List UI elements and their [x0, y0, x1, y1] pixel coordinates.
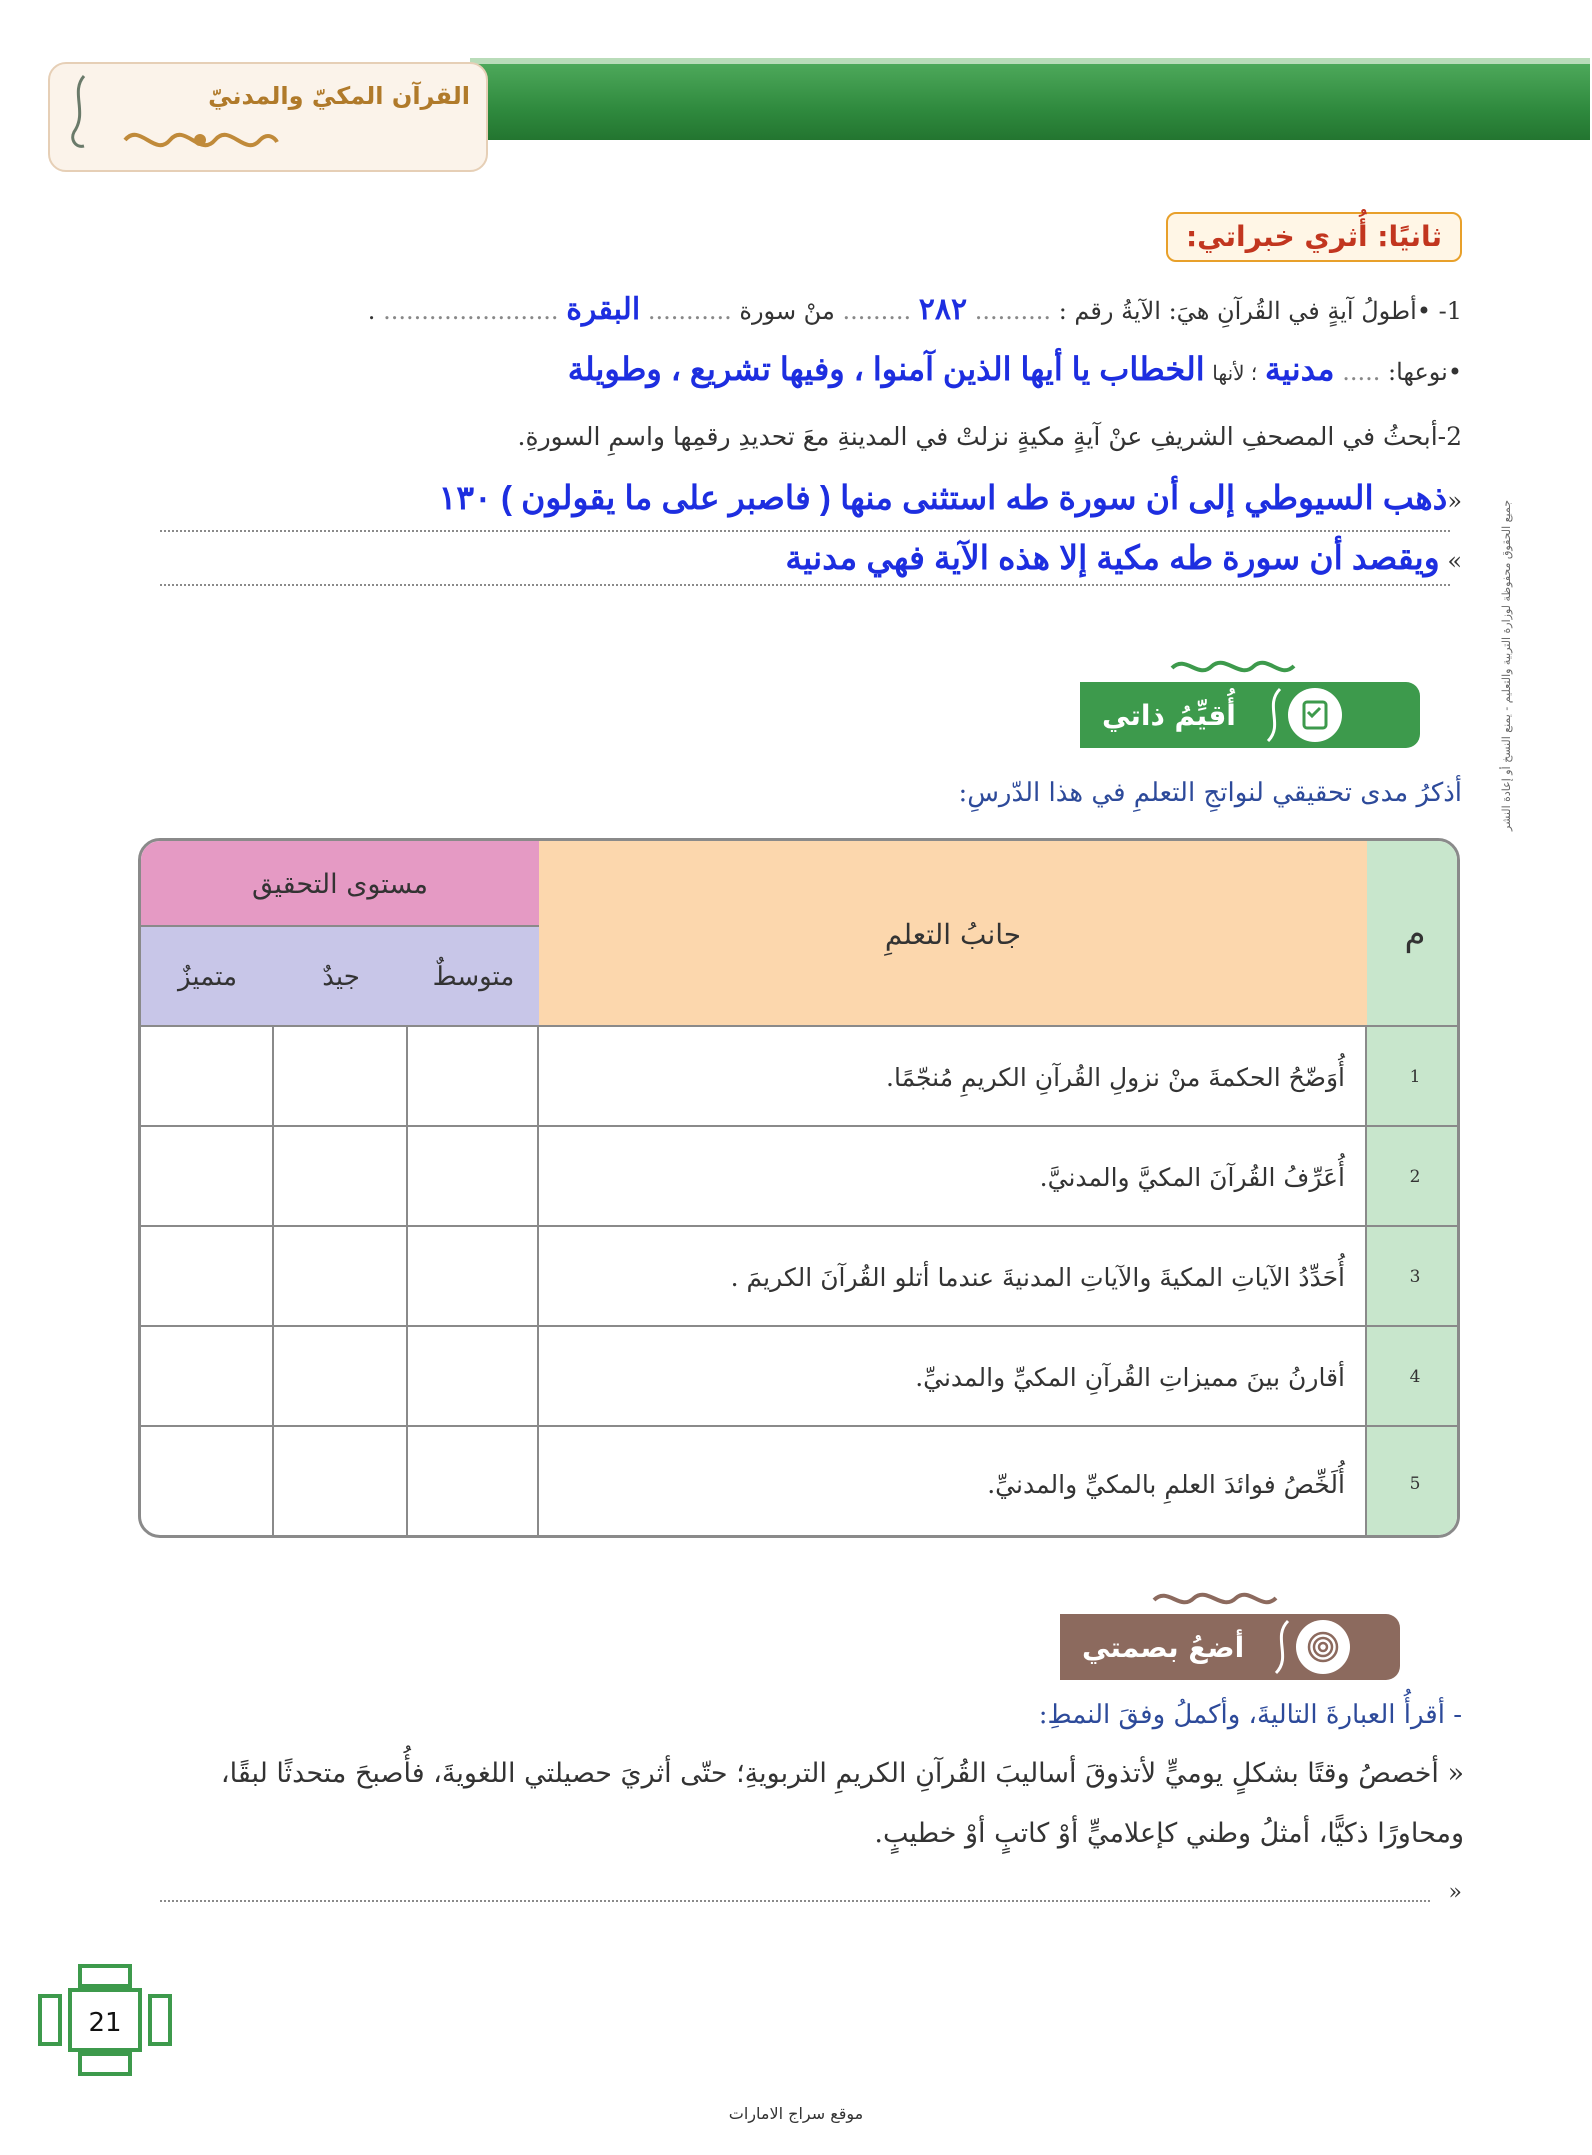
answer-2-text-2: ويقصد أن سورة طه مكية إلا هذه الآية فهي مدنية	[785, 539, 1440, 576]
fingerprint-icon	[1296, 1620, 1350, 1674]
section-heading: ثانيًا: أُثري خبراتي:	[1166, 212, 1462, 262]
assessment-table	[138, 838, 1460, 1538]
q1b-reason: الخطاب يا أيها الذين آمنوا ، وفيها تشريع ، وطويلة	[567, 351, 1205, 387]
level-excellent-cell[interactable]	[139, 1025, 274, 1127]
imprint-instruction: - أقرأُ العبارةَ التاليةَ، وأكملُ وفقَ النمطِ:	[1038, 1700, 1462, 1730]
level-average-cell[interactable]	[406, 1325, 539, 1427]
quote-close: »	[1447, 547, 1462, 575]
imprint-open-quote: «	[1448, 1880, 1462, 1905]
level-average-header: متوسطٌ	[406, 925, 539, 1027]
q1-ayah-number: ٢٨٢	[918, 293, 968, 326]
level-average-cell[interactable]	[406, 1225, 539, 1327]
row-number: 2	[1365, 1125, 1460, 1227]
ornament-icon	[1150, 1582, 1280, 1612]
imprint-badge-label: أضعُ بصمتي	[1082, 1630, 1245, 1664]
q1-surah: البقرة	[566, 293, 641, 326]
self-assessment-instruction: أذكرُ مدى تحقيقي لنواتجِ التعلمِ في هذا الدّرسِ:	[958, 778, 1462, 808]
level-average-cell[interactable]	[406, 1125, 539, 1227]
col-number-header: م	[1365, 839, 1460, 1027]
row-aspect: أُوَضّحُ الحكمةَ منْ نزولِ القُرآنِ الكريمِ مُنجّمًا.	[537, 1025, 1367, 1127]
quote-open: «	[1447, 487, 1462, 515]
page-number: 21	[88, 2008, 122, 2038]
level-good-header: جيدٌ	[272, 925, 408, 1027]
dotted-rule	[160, 530, 1450, 532]
level-good-cell[interactable]	[272, 1025, 408, 1127]
level-excellent-cell[interactable]	[139, 1325, 274, 1427]
dotted-blank: .........	[842, 297, 912, 325]
dotted-blank: ...........	[647, 297, 732, 325]
row-aspect: أُعَرِّفُ القُرآنَ المكيَّ والمدنيَّ.	[537, 1125, 1367, 1227]
dotted-blank: .......................	[383, 297, 559, 325]
divider-curve-icon	[1266, 1617, 1296, 1677]
answer-2-text-1: ذهب السيوطي إلى أن سورة طه استثنى منها ( فاصبر على ما يقولون ) ١٣٠	[438, 479, 1448, 516]
divider-curve-icon	[1258, 685, 1288, 745]
question-1b-line	[568, 350, 1462, 388]
question-2-line: 2-أبحثُ في المصحفِ الشريفِ عنْ آيةٍ مكيةٍ نزلتْ في المدينةِ معَ تحديدِ رقمِها واسمِ السورةِ.	[517, 422, 1462, 451]
level-excellent-header: متميزٌ	[139, 925, 274, 1027]
col-aspect-header: جانبُ التعلمِ	[537, 839, 1367, 1027]
footer-site-name: موقع سراج الامارات	[728, 2104, 864, 2123]
q1b-prefix: •نوعها:	[1387, 358, 1462, 386]
level-good-cell[interactable]	[272, 1125, 408, 1227]
level-excellent-cell[interactable]	[139, 1125, 274, 1227]
dotted-blank: .....	[1342, 358, 1381, 386]
q1-end: .	[367, 297, 376, 325]
q1b-type: مدنية	[1264, 351, 1335, 387]
row-number: 1	[1365, 1025, 1460, 1127]
answer-2-line-2	[785, 538, 1462, 577]
q1-prefix: 1- •أطولُ آيةٍ في القُرآنِ هيَ: الآيةُ رقم :	[1058, 297, 1462, 325]
dotted-rule	[160, 584, 1450, 586]
row-aspect: أقارنُ بينَ مميزاتِ القُرآنِ المكيِّ والمدنيِّ.	[537, 1325, 1367, 1427]
ornament-icon	[1168, 650, 1298, 680]
imprint-paragraph: « أخصصُ وقتًا بشكلٍ يوميٍّ لأتذوقَ أساليبَ القُرآنِ الكريمِ التربويةِ؛ حتّى أثريَ حصيلتي اللغويةَ، فأُصبحَ متحدثًا لبقًا، ومحاورًا ذكيًّا، أمثلُ وطني كإعلاميٍّ أوْ كاتبٍ أوْ خطيبٍ.	[220, 1758, 1464, 1849]
checklist-icon	[1288, 688, 1342, 742]
row-aspect: أُلَخِّصُ فوائدَ العلمِ بالمكيِّ والمدنيِّ.	[537, 1425, 1367, 1538]
imprint-answer-rule[interactable]	[160, 1900, 1430, 1902]
row-number: 4	[1365, 1325, 1460, 1427]
level-excellent-cell[interactable]	[139, 1225, 274, 1327]
question-1-line	[368, 292, 1462, 327]
header-band	[470, 58, 1590, 140]
level-good-cell[interactable]	[272, 1225, 408, 1327]
row-aspect: أُحَدِّدُ الآياتِ المكيةَ والآياتِ المدنيةَ عندما أتلو القُرآنَ الكريمَ .	[537, 1225, 1367, 1327]
self-assessment-badge	[1080, 682, 1420, 748]
dotted-blank: ..........	[974, 297, 1052, 325]
level-good-cell[interactable]	[272, 1325, 408, 1427]
answer-2-line-1	[439, 478, 1462, 517]
level-average-cell[interactable]	[406, 1425, 539, 1538]
imprint-badge	[1060, 1614, 1400, 1680]
side-rights-note: جميع الحقوق محفوظة لوزارة التربية والتعليم - يمنع النسخ أو إعادة النشر	[1500, 500, 1513, 831]
level-good-cell[interactable]	[272, 1425, 408, 1538]
flourish-icon	[62, 72, 92, 152]
lesson-title: القرآن المكيّ والمدنيّ	[208, 82, 470, 110]
col-level-header: مستوى التحقيق	[139, 839, 539, 927]
row-number: 3	[1365, 1225, 1460, 1327]
ornament-icon	[120, 120, 280, 160]
row-number: 5	[1365, 1425, 1460, 1538]
q1-mid: منْ سورة	[739, 297, 835, 325]
self-assessment-badge-label: أُقيِّمُ ذاتي	[1102, 698, 1236, 732]
level-excellent-cell[interactable]	[139, 1425, 274, 1538]
level-average-cell[interactable]	[406, 1025, 539, 1127]
q1b-mid: ؛ لأنها	[1212, 361, 1258, 385]
